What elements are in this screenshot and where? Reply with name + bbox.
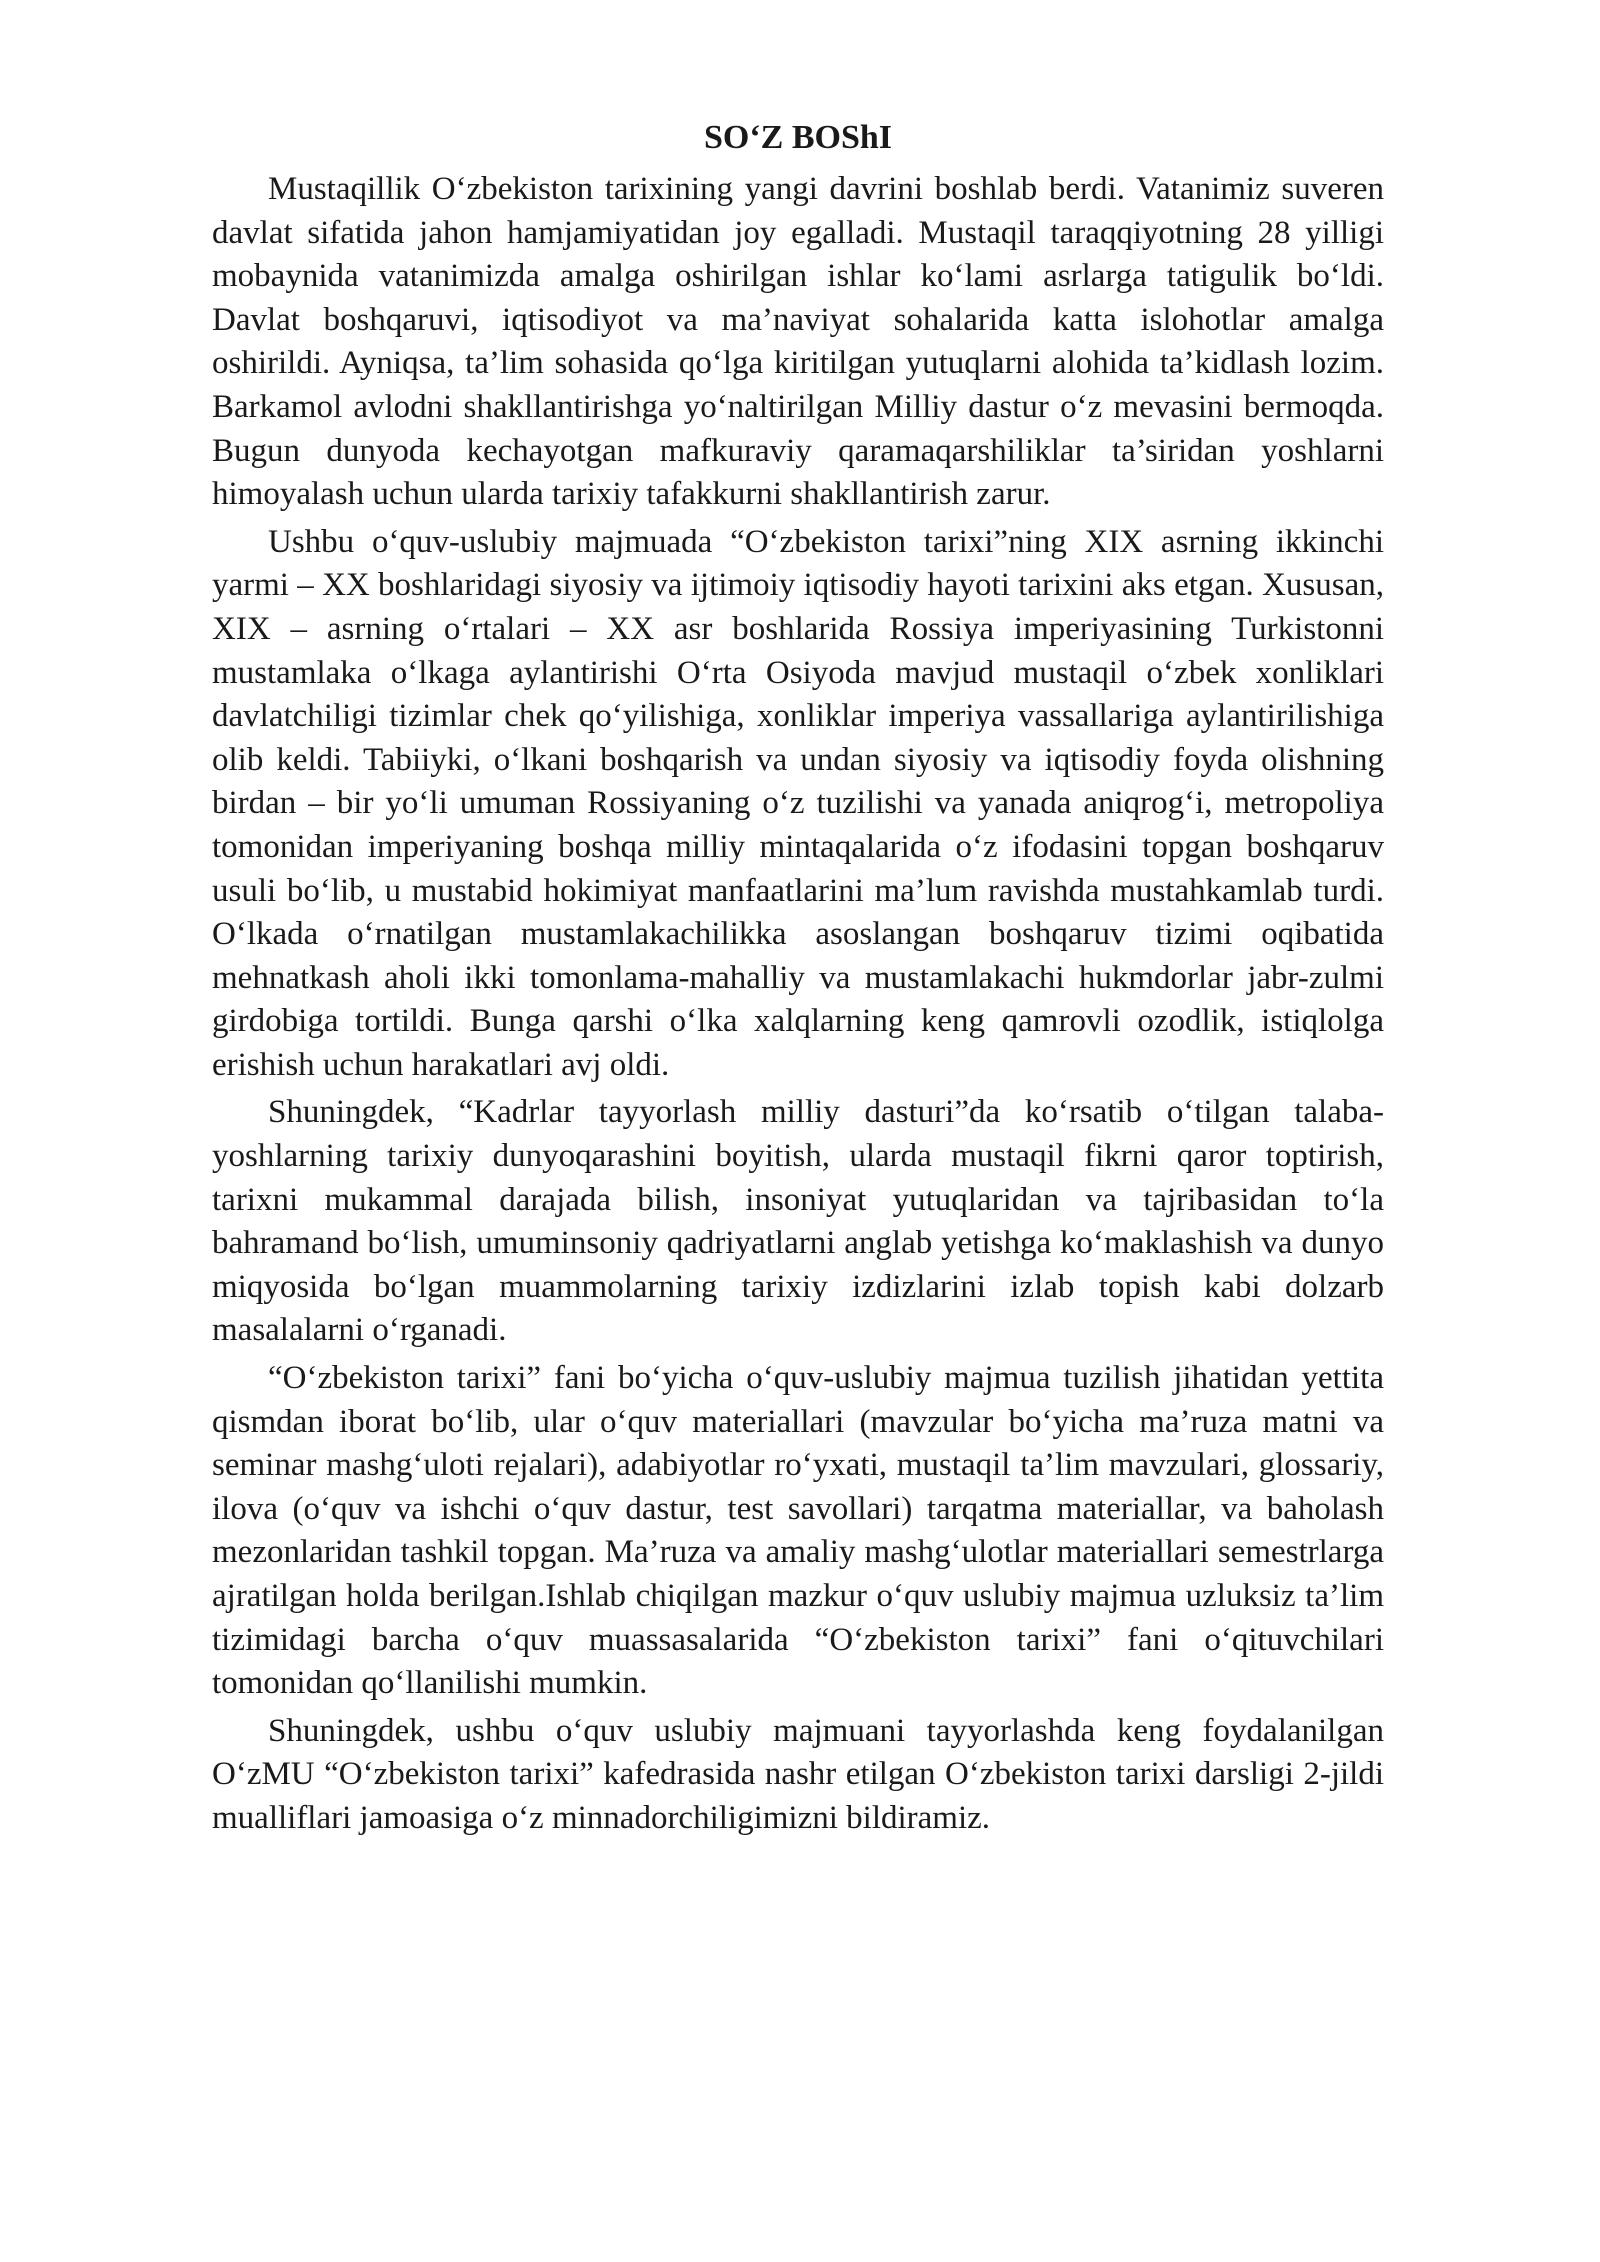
paragraph-program: Shuningdek, “Kadrlar tayyorlash milliy dasturi”da ko‘rsatib o‘tilgan talaba-yoshlarning tarixiy dunyoqarashini boyitish, ularda mustaqil fikrni qaror toptirish, tarixni mukammal darajada bilish, insoniyat yutuqlaridan va tajribasidan to‘la bahramand bo‘lish, umuminsoniy qadriyatlarni anglab yetishga ko‘maklashish va dunyo miqyosida bo‘lgan muammolarning tarixiy izdizlarini izlab topish kabi dolzarb masalalarni o‘rganadi. (212, 1094, 1384, 1349)
paragraph-structure: “O‘zbekiston tarixi” fani bo‘yicha o‘quv-uslubiy majmua tuzilish jihatidan yettita qismdan iborat bo‘lib, ular o‘quv materiallari (mavzular bo‘yicha ma’ruza matni va seminar mashg‘uloti rejalari), adabiyotlar ro‘yxati, mustaqil ta’lim mavzulari, glossariy, ilova (o‘quv va ishchi o‘quv dastur, test savollari) tarqatma materiallar, va baholash mezonlaridan tashkil topgan. Ma’ruza va amaliy mashg‘ulotlar materiallari semestrlarga ajratilgan holda berilgan.Ishlab chiqilgan mazkur o‘quv uslubiy majmua uzluksiz ta’lim tizimidagi barcha o‘quv muassasalarida “O‘zbekiston tarixi” fani o‘qituvchilari tomonidan qo‘llanilishi mumkin. (212, 1360, 1384, 1702)
paragraph-intro: Mustaqillik O‘zbekiston tarixining yangi davrini boshlab berdi. Vatanimiz suveren davlat sifatida jahon hamjamiyatidan joy egalladi. Mustaqil taraqqiyotning 28 yilligi mobaynida vatanimizda amalga oshirilgan ishlar ko‘lami asrlarga tatigulik bo‘ldi. Davlat boshqaruvi, iqtisodiyot va ma’naviyat sohalarida katta islohotlar amalga oshirildi. Ayniqsa, ta’lim sohasida qo‘lga kiritilgan yutuqlarni alohida ta’kidlash lozim. Barkamol avlodni shakllantirishga yo‘naltirilgan Milliy dastur o‘z mevasini bermoqda. Bugun dunyoda kechayotgan mafkuraviy qaramaqarshiliklar ta’siridan yoshlarni himoyalash uchun ularda tarixiy tafakkurni shakllantirish zarur. (212, 171, 1384, 513)
paragraph-history: Ushbu o‘quv-uslubiy majmuada “O‘zbekiston tarixi”ning XIX asrning ikkinchi yarmi – XX boshlaridagi siyosiy va ijtimoiy iqtisodiy hayoti tarixini aks etgan. Xususan, XIX – asrning o‘rtalari – XX asr boshlarida Rossiya imperiyasining Turkistonni mustamlaka o‘lkaga aylantirishi O‘rta Osiyoda mavjud mustaqil o‘zbek xonliklari davlatchiligi tizimlar chek qo‘yilishiga, xonliklar imperiya vassallariga aylantirilishiga olib keldi. Tabiiyki, o‘lkani boshqarish va undan siyosiy va iqtisodiy foyda olishning birdan – bir yo‘li umuman Rossiyaning o‘z tuzilishi va yanada aniqrog‘i, metropoliya tomonidan imperiyaning boshqa milliy mintaqalarida o‘z ifodasini topgan boshqaruv usuli bo‘lib, u mustabid hokimiyat manfaatlarini ma’lum ravishda mustahkamlab turdi. O‘lkada o‘rnatilgan mustamlakachilikka asoslangan boshqaruv tizimi oqibatida mehnatkash aholi ikki tomonlama-mahalliy va mustamlakachi hukmdorlar jabr-zulmi girdobiga tortildi. Bunga qarshi o‘lka xalqlarning keng qamrovli ozodlik, istiqlolga erishish uchun harakatlari avj oldi. (212, 523, 1384, 1083)
document-page (212, 112, 1384, 1845)
paragraph-acknowledgement: Shuningdek, ushbu o‘quv uslubiy majmuani tayyorlashda keng foydalanilgan O‘zMU “O‘zbekiston tarixi” kafedrasida nashr etilgan O‘zbekiston tarixi darsligi 2-jildi mualliflari jamoasiga o‘z minnadorchiligimizni bildiramiz. (212, 1712, 1384, 1836)
page-title: SO‘Z BOShI (703, 119, 893, 156)
